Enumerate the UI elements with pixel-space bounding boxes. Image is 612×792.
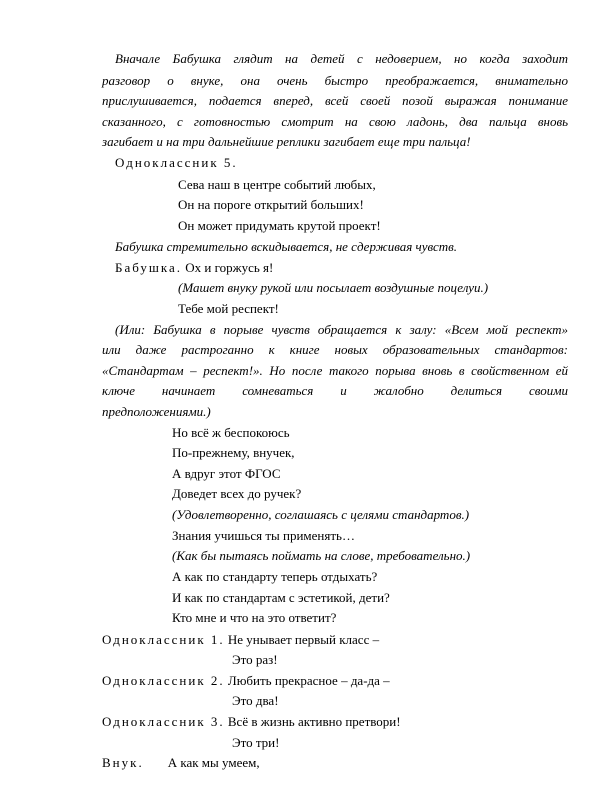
verse-line: Знания учишься ты применять… xyxy=(172,527,355,543)
intro-line-2: разговор о внуке, она очень быстро преображается, внимательно xyxy=(102,72,568,88)
verse-line: Доведет всех до ручек? xyxy=(172,486,302,502)
speaker-grandma: Бабушка. xyxy=(115,259,183,275)
verse-line: Но всё ж беспокоюсь xyxy=(172,424,290,440)
verse-line: Любить прекрасное – да-да – xyxy=(227,672,390,688)
verse-line: Тебе мой респект! xyxy=(178,301,279,316)
stage-direction-line-1: (Или: Бабушка в порыве чувств обращается к залу: «Всем мой респект» xyxy=(115,321,568,337)
verse-line: Он может придумать крутой проект! xyxy=(178,217,381,233)
verse-line: А как мы умеем, xyxy=(167,755,260,771)
verse-line: Это раз! xyxy=(232,652,278,668)
speaker-classmate-1: Одноклассник 1. xyxy=(102,631,225,647)
verse-line: Не унывает первый класс – xyxy=(227,631,380,647)
verse-line: Это три! xyxy=(232,734,280,750)
stage-direction: Бабушка стремительно вскидывается, не сдерживая чувств. xyxy=(115,239,458,255)
verse-line: Сева наш в центре событий любых, xyxy=(178,176,376,192)
stage-remark: (Удовлетворенно, соглашаясь с целями стандартов.) xyxy=(172,507,470,522)
intro-line-3: прислушивается, подается вперед, всей своей позой выражая понимание xyxy=(102,93,568,109)
stage-remark: (Как бы пытаясь поймать на слове, требовательно.) xyxy=(172,548,471,564)
verse-line: Это два! xyxy=(232,693,279,709)
speaker-classmate-5: Одноклассник 5. xyxy=(115,154,238,170)
speaker-classmate-2: Одноклассник 2. xyxy=(102,672,225,688)
stage-remark: (Машет внуку рукой или посылает воздушные поцелуи.) xyxy=(178,280,489,296)
verse-line: Кто мне и что на это ответит? xyxy=(172,610,337,626)
verse-line: По-прежнему, внучек, xyxy=(172,445,295,461)
verse-line: А как по стандарту теперь отдыхать? xyxy=(172,568,378,584)
verse-line: Ох и горжусь я! xyxy=(185,259,274,275)
verse-line: Он на пороге открытий больших! xyxy=(178,197,364,213)
verse-line: А вдруг этот ФГОС xyxy=(172,465,281,481)
verse-line: Всё в жизнь активно претвори! xyxy=(227,714,401,729)
intro-line-5: загибает и на три дальнейшие реплики загибает еще три пальца! xyxy=(102,134,471,150)
speaker-grandson: Внук. xyxy=(102,755,144,771)
intro-line-1: Вначале Бабушка глядит на детей с недоверием, но когда заходит xyxy=(115,51,568,66)
stage-direction-line-5: предположениями.) xyxy=(102,404,211,419)
speaker-classmate-3: Одноклассник 3. xyxy=(102,714,225,729)
stage-direction-line-3: «Стандартам – респект!». Но после такого порыва вновь в свойственном ей xyxy=(102,362,568,378)
stage-direction-line-2: или даже растроганно к книге новых образовательных стандартов: xyxy=(102,342,568,358)
stage-direction-line-4: ключе начинает сомневаться и жалобно делиться своими xyxy=(102,383,568,399)
grandson-line xyxy=(102,755,260,771)
verse-line: И как по стандартам с эстетикой, дети? xyxy=(172,589,390,605)
intro-line-4: сказанного, с готовностью смотрит на свою ладонь, два пальца вновь xyxy=(102,113,568,129)
